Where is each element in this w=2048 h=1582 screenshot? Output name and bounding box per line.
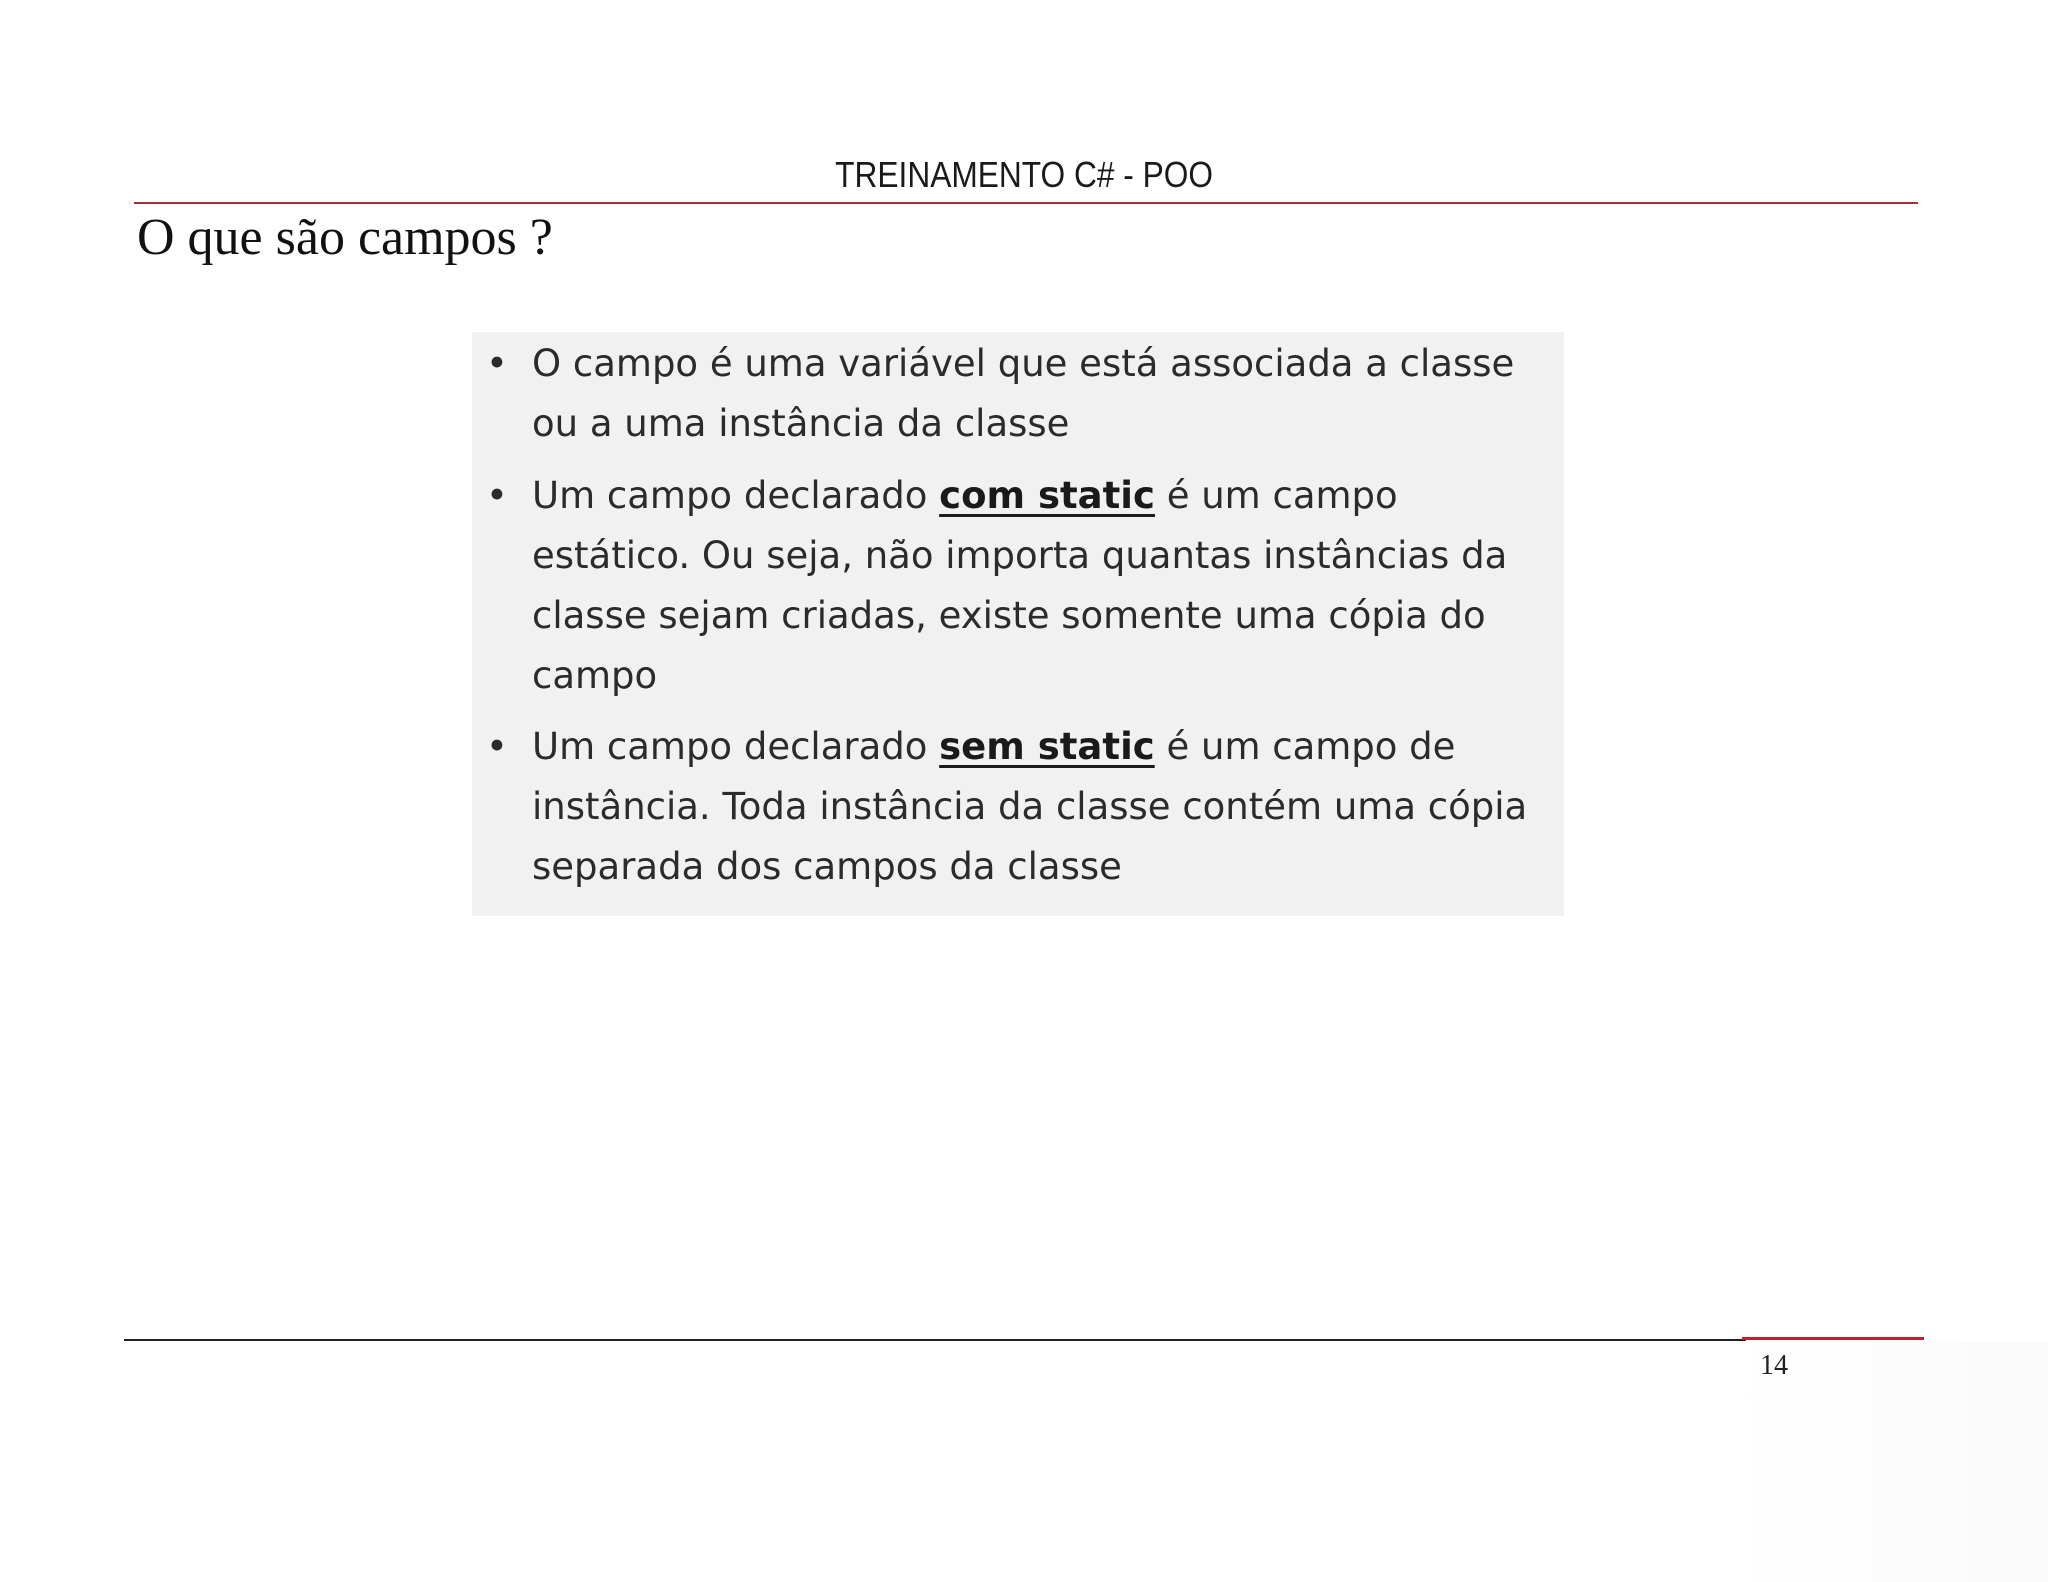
bullet-text-before: Um campo declarado [532, 725, 940, 768]
bullet-text [532, 334, 1552, 454]
footer-accent-line [1742, 1337, 1924, 1340]
bullet-text [532, 717, 1552, 897]
emphasis-keyword: com static [939, 474, 1155, 517]
bullet-icon: • [486, 342, 508, 385]
header-divider [134, 202, 1918, 204]
bullet-text-before: Um campo declarado [532, 474, 940, 517]
header-title: TREINAMENTO C# - POO [835, 154, 1214, 195]
bullet-text-before: O campo é uma variável que está associada a classe ou a uma instância da classe [532, 342, 1515, 445]
page-number: 14 [1760, 1350, 1788, 1381]
emphasis-keyword: sem static [939, 725, 1155, 768]
footer-divider [124, 1339, 1746, 1341]
bullet-text-after: é um campo estático. Ou seja, não importa quantas instâncias da classe sejam criadas, existe somente uma cópia do campo [532, 474, 1508, 697]
bullet-text-after: é um campo de instância. Toda instância da classe contém uma cópia separada dos campos da classe [532, 725, 1528, 888]
bullet-icon: • [486, 474, 508, 517]
bullet-icon: • [486, 725, 508, 768]
content-image-panel [472, 332, 1564, 916]
page-title: O que são campos ? [137, 209, 553, 266]
bullet-text [532, 466, 1552, 706]
